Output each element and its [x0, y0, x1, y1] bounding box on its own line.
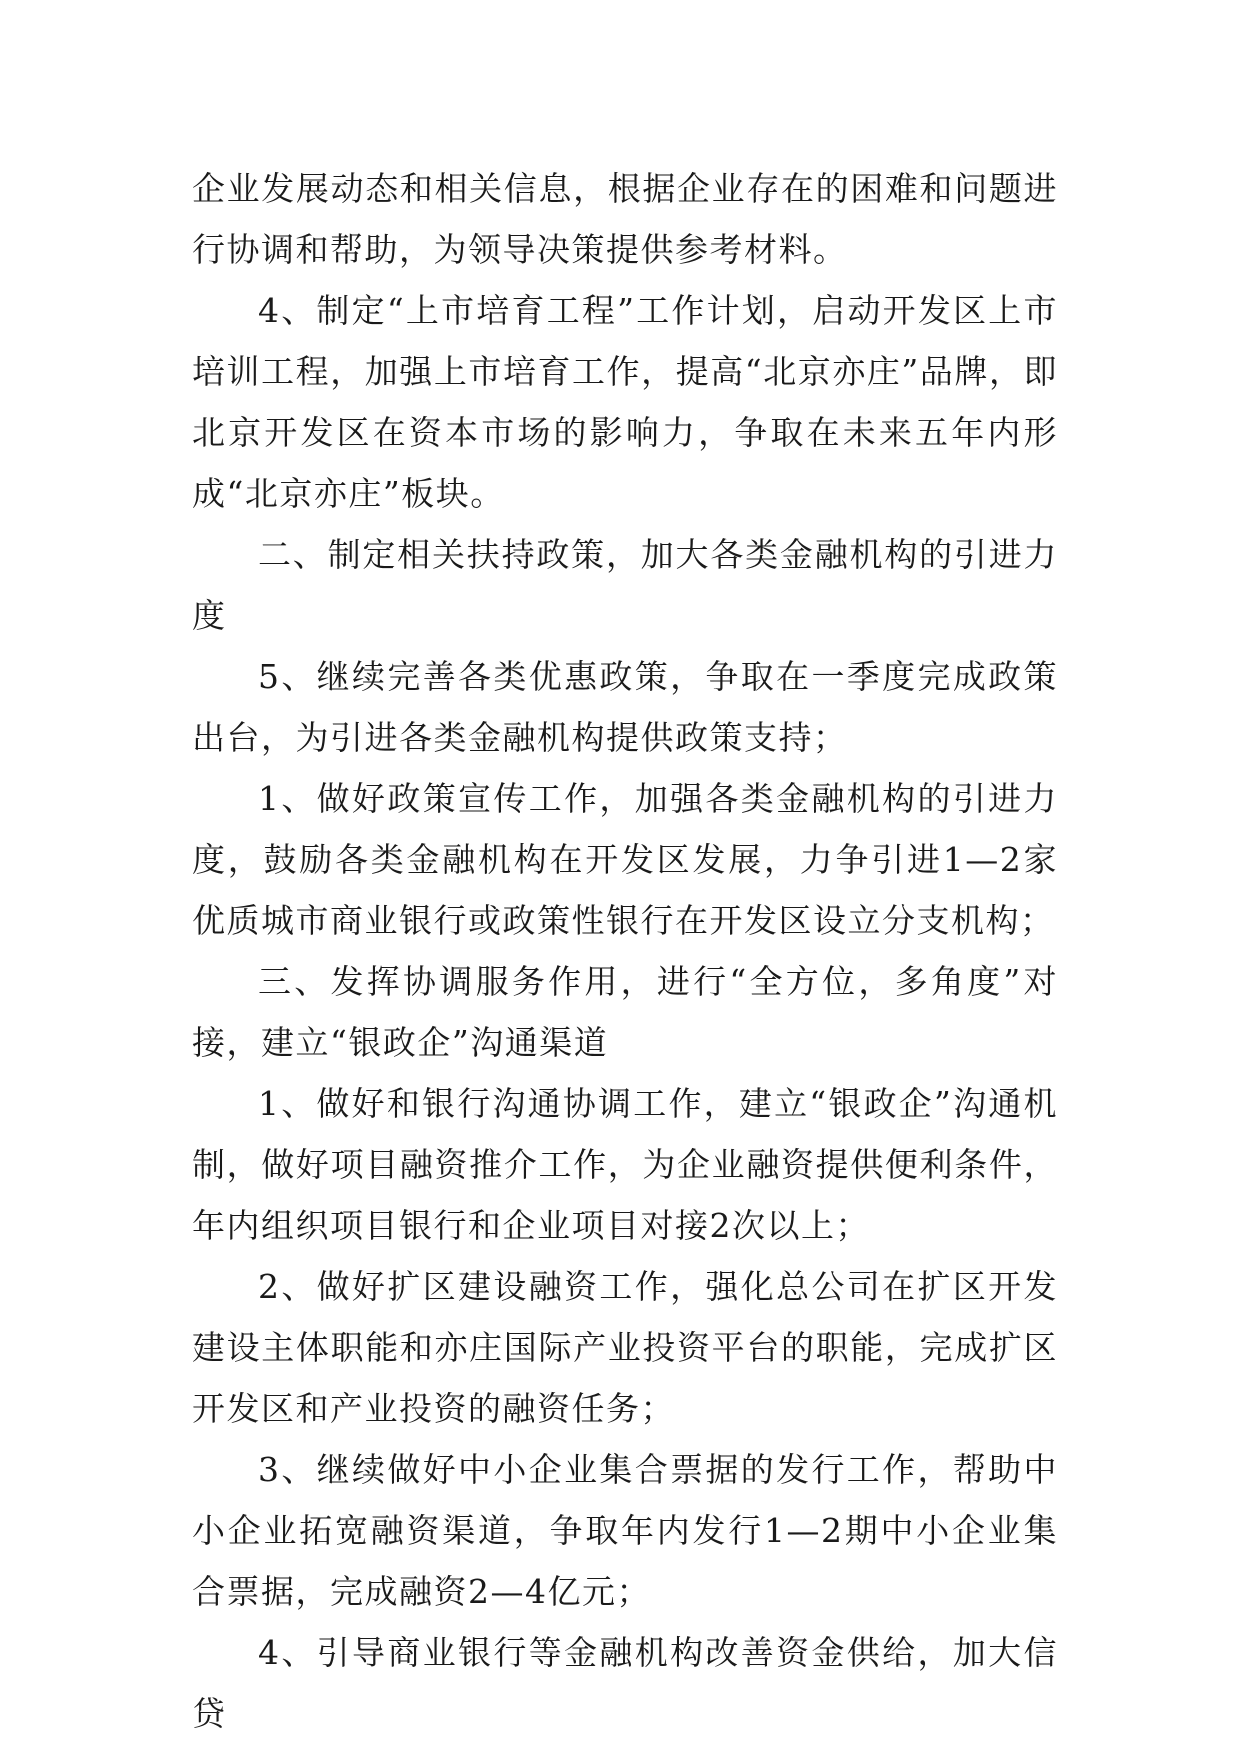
paragraph-item-1-policy-promotion: 1、做好政策宣传工作，加强各类金融机构的引进力度，鼓励各类金融机构在开发区发展，力争引进1—2家优质城市商业银行或政策性银行在开发区设立分支机构；: [192, 779, 1058, 940]
paragraph-item-4-listing-plan: 4、制定“上市培育工程”工作计划，启动开发区上市培训工程，加强上市培育工作，提高“北京亦庄”品牌，即北京开发区在资本市场的影响力，争取在未来五年内形成“北京亦庄”板块。: [192, 291, 1058, 513]
paragraph-item-3-collective-notes: 3、继续做好中小企业集合票据的发行工作，帮助中小企业拓宽融资渠道，争取年内发行1—2期中小企业集合票据，完成融资2—4亿元；: [192, 1450, 1058, 1611]
section-heading-3: 三、发挥协调服务作用，进行“全方位，多角度”对接，建立“银政企”沟通渠道: [192, 962, 1058, 1062]
document-body: [192, 158, 1058, 1744]
paragraph-item-5-policies: 5、继续完善各类优惠政策，争取在一季度完成政策出台，为引进各类金融机构提供政策支持；: [192, 657, 1058, 757]
section-heading-2: 二、制定相关扶持政策，加大各类金融机构的引进力度: [192, 535, 1058, 635]
paragraph-item-2-expansion-financing: 2、做好扩区建设融资工作，强化总公司在扩区开发建设主体职能和亦庄国际产业投资平台的职能，完成扩区开发区和产业投资的融资任务；: [192, 1267, 1058, 1428]
paragraph-item-1-bank-coordination: 1、做好和银行沟通协调工作，建立“银政企”沟通机制，做好项目融资推介工作，为企业融资提供便利条件，年内组织项目银行和企业项目对接2次以上；: [192, 1084, 1058, 1245]
paragraph-item-4-credit-supply: 4、引导商业银行等金融机构改善资金供给，加大信贷: [192, 1633, 1058, 1733]
paragraph-continuation: 企业发展动态和相关信息，根据企业存在的困难和问题进行协调和帮助，为领导决策提供参考材料。: [192, 169, 1058, 269]
